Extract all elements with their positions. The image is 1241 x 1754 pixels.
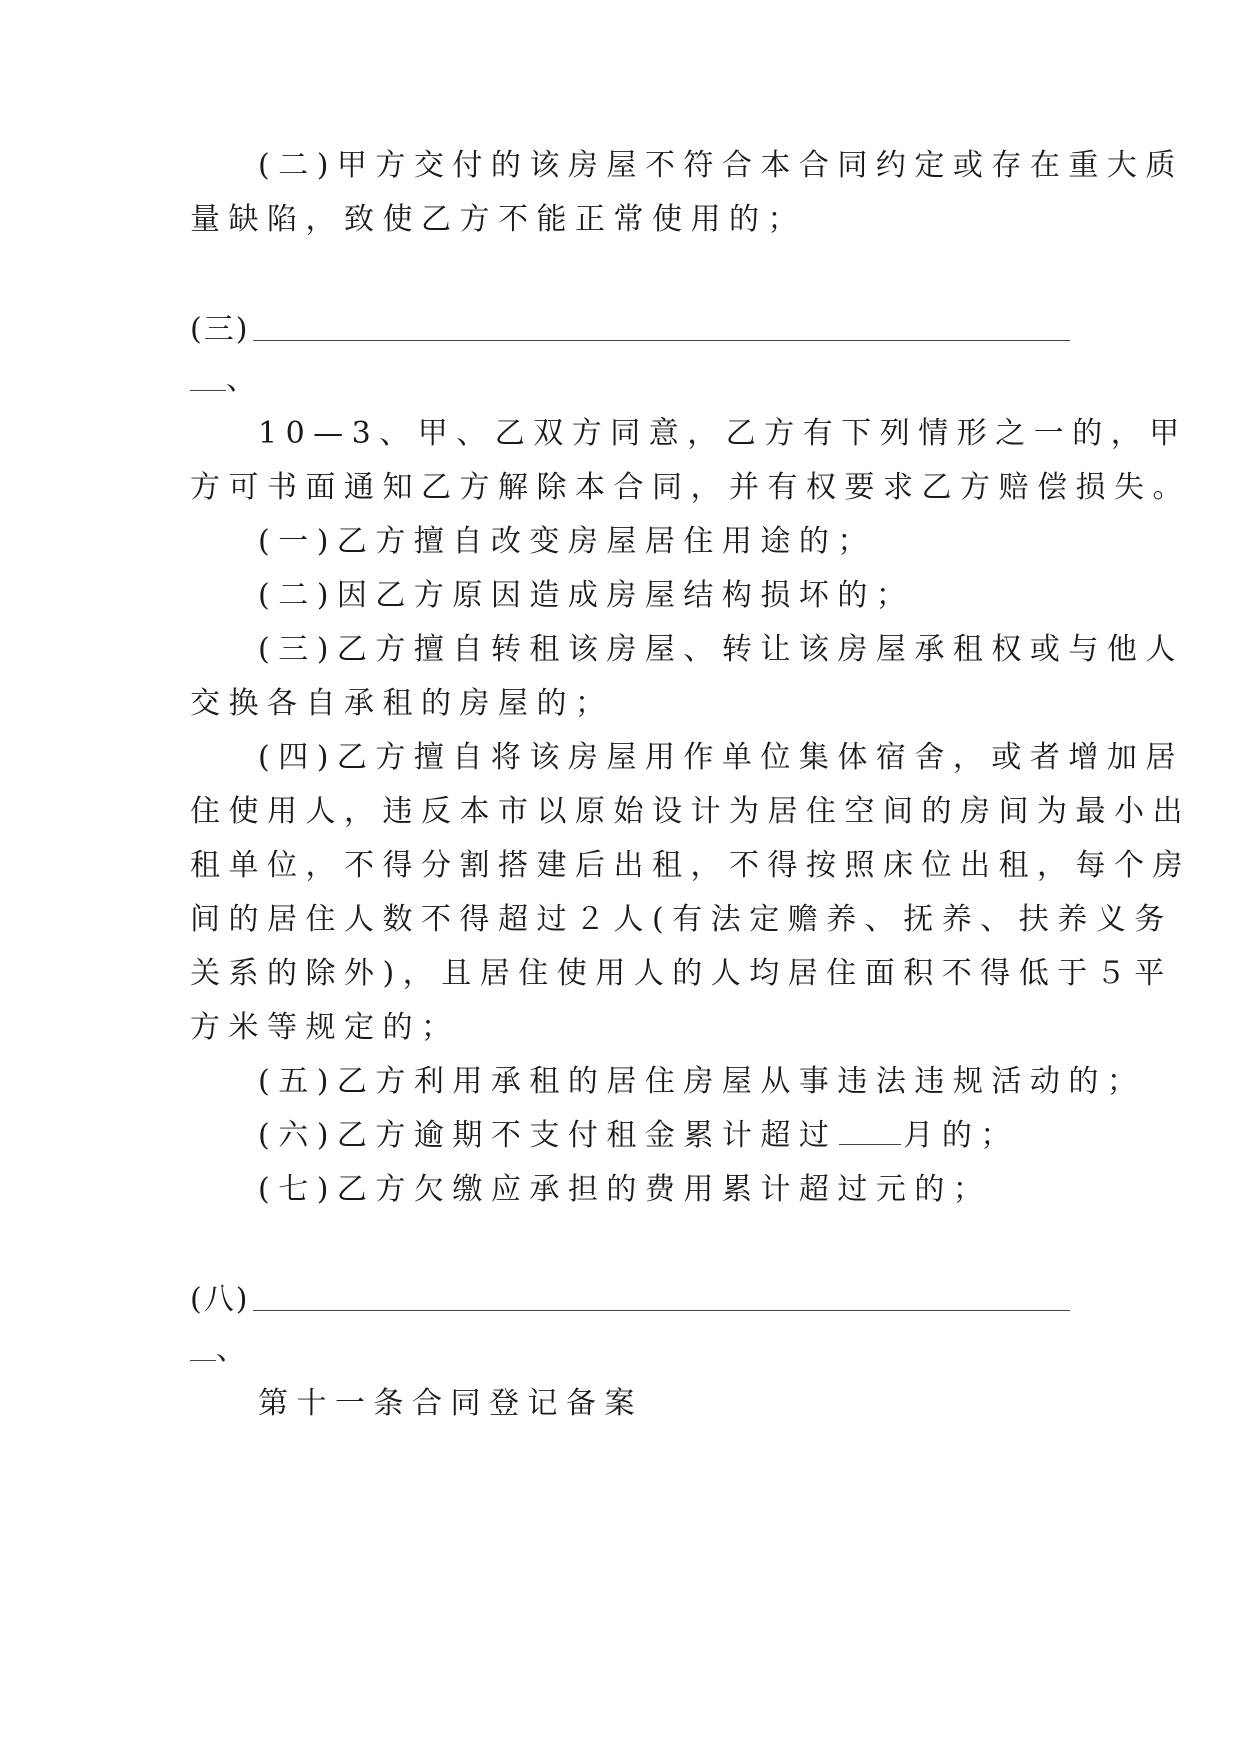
- blank-underline-tail: [190, 389, 226, 391]
- clause-10-3-item-4-line-1: (四)乙方擅自将该房屋用作单位集体宿舍，或者增加居: [258, 740, 1184, 775]
- blank-underline: [253, 1309, 1070, 1311]
- clause-10-2-item-2-line-1: (二)甲方交付的该房屋不符合本合同约定或存在重大质: [258, 148, 1184, 183]
- clause-10-3-item-4-line-4: 间的居住人数不得超过２人(有法定赡养、抚养、扶养义务: [190, 902, 1173, 937]
- item-3-label: (三): [190, 312, 250, 347]
- clause-10-3-item-8-tail: [190, 1330, 246, 1370]
- clause-10-3-item-4-line-6: 方米等规定的；: [190, 1010, 460, 1045]
- clause-10-2-item-3-blank: [190, 306, 1070, 350]
- clause-10-3-line-1: 10—3、甲、乙双方同意，乙方有下列情形之一的，甲: [258, 416, 1188, 451]
- months-blank: [839, 1122, 901, 1145]
- clause-10-3-item-8-blank: [190, 1276, 1070, 1320]
- item-8-label: (八): [190, 1282, 250, 1317]
- clause-10-2-item-3-tail: [190, 360, 256, 400]
- clause-10-3-item-3-line-2: 交换各自承租的房屋的；: [190, 686, 614, 721]
- tail-mark: 、: [226, 362, 256, 397]
- article-11-heading: 第十一条合同登记备案: [258, 1386, 643, 1421]
- blank-underline: [253, 339, 1070, 341]
- clause-10-2-item-2-line-2: 量缺陷，致使乙方不能正常使用的；: [190, 202, 806, 237]
- clause-10-3-item-4-line-2: 住使用人，违反本市以原始设计为居住空间的房间为最小出: [190, 794, 1191, 829]
- clause-10-3-item-2: (二)因乙方原因造成房屋结构损坏的；: [258, 578, 915, 613]
- item-6-text: (六)乙方逾期不支付租金累计超过: [258, 1118, 838, 1153]
- blank-underline-tail: [190, 1359, 216, 1361]
- clause-10-3-item-7: (七)乙方欠缴应承担的费用累计超过元的；: [258, 1172, 992, 1207]
- clause-10-3-item-3-line-1: (三)乙方擅自转租该房屋、转让该房屋承租权或与他人: [258, 632, 1184, 667]
- clause-10-3-item-1: (一)乙方擅自改变房屋居住用途的；: [258, 524, 876, 559]
- clause-10-3-item-4-line-5: 关系的除外)，且居住使用人的人均居住面积不得低于５平: [190, 956, 1173, 991]
- tail-mark: 、: [216, 1332, 246, 1367]
- clause-10-3-item-6: [258, 1116, 1070, 1156]
- item-6-suffix: 月的；: [903, 1118, 1019, 1153]
- clause-10-3-item-4-line-3: 租单位，不得分割搭建后出租，不得按照床位出租，每个房: [190, 848, 1191, 883]
- clause-10-3-item-5: (五)乙方利用承租的居住房屋从事违法违规活动的；: [258, 1064, 1146, 1099]
- clause-10-3-line-2: 方可书面通知乙方解除本合同，并有权要求乙方赔偿损失。: [190, 470, 1191, 505]
